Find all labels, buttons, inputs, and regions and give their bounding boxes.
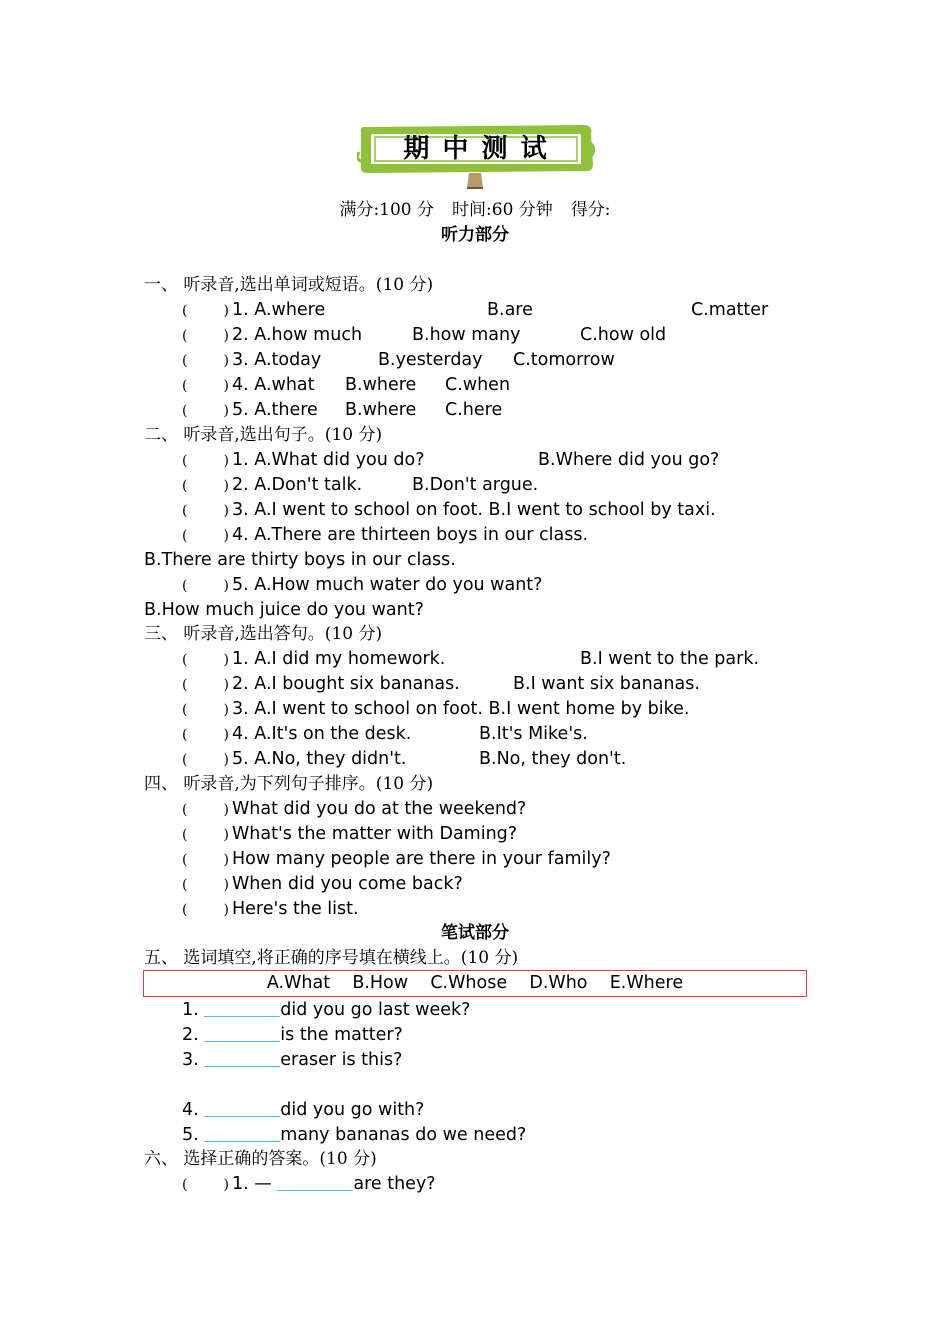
answer-bracket[interactable]: ( ) xyxy=(182,453,229,469)
exam-meta xyxy=(0,198,950,223)
full-score: 满分:100 分 xyxy=(339,200,435,220)
s1-q4: ( ) 4. A.what B.where C.when xyxy=(182,373,882,399)
fill-blank[interactable] xyxy=(204,1123,280,1142)
s5-q1: 1. did you go last week? xyxy=(182,1000,471,1020)
answer-bracket[interactable]: ( ) xyxy=(182,652,229,668)
s4-item: ( ) When did you come back? xyxy=(182,872,463,898)
answer-bracket[interactable]: ( ) xyxy=(182,752,229,768)
s1-q1: ( ) 1. A.where B.are C.matter xyxy=(182,298,882,324)
s2-q3: ( ) 3. A.I went to school on foot. B.I went to school by taxi. xyxy=(182,498,716,524)
s3-q2: ( ) 2. A.I bought six bananas. B.I want six bananas. xyxy=(182,672,882,698)
s4-item: ( ) What did you do at the weekend? xyxy=(182,797,526,823)
answer-bracket[interactable]: ( ) xyxy=(182,578,229,594)
s2-q5-option-b: B.How much juice do you want? xyxy=(144,600,424,620)
section-6-heading: 六、 选择正确的答案。(10 分) xyxy=(144,1149,377,1169)
listening-heading: 听力部分 xyxy=(441,225,509,245)
fill-blank[interactable] xyxy=(204,1023,280,1042)
s2-q1: ( ) 1. A.What did you do? B.Where did you go? xyxy=(182,448,882,474)
answer-bracket[interactable]: ( ) xyxy=(182,702,229,718)
answer-bracket[interactable]: ( ) xyxy=(182,677,229,693)
s3-q4: ( ) 4. A.It's on the desk. B.It's Mike's. xyxy=(182,722,882,748)
answer-bracket[interactable]: ( ) xyxy=(182,727,229,743)
answer-bracket[interactable]: ( ) xyxy=(182,353,229,369)
s2-q4-option-b: B.There are thirty boys in our class. xyxy=(144,550,456,570)
fill-blank[interactable] xyxy=(204,1098,280,1117)
s4-item: ( ) What's the matter with Daming? xyxy=(182,822,517,848)
word-bank: A.What B.How C.Whose D.Who E.Where xyxy=(143,970,807,997)
s1-q2: ( ) 2. A.how much B.how many C.how old xyxy=(182,323,882,349)
s3-q1: ( ) 1. A.I did my homework. B.I went to the park. xyxy=(182,647,882,673)
s5-q4: 4. did you go with? xyxy=(182,1100,425,1120)
s4-item: ( ) Here's the list. xyxy=(182,897,359,923)
title-banner xyxy=(357,122,595,192)
s2-q5: ( ) 5. A.How much water do you want? xyxy=(182,573,542,599)
answer-bracket[interactable]: ( ) xyxy=(182,528,229,544)
section-4-heading: 四、 听录音,为下列句子排序。(10 分) xyxy=(144,774,434,794)
s3-q5: ( ) 5. A.No, they didn't. B.No, they don't. xyxy=(182,747,882,773)
answer-bracket[interactable]: ( ) xyxy=(182,802,229,818)
fill-blank[interactable] xyxy=(204,1048,280,1067)
time-limit: 时间:60 分钟 xyxy=(452,200,553,220)
answer-bracket[interactable]: ( ) xyxy=(182,403,229,419)
fill-blank[interactable] xyxy=(277,1172,353,1191)
answer-bracket[interactable]: ( ) xyxy=(182,378,229,394)
answer-bracket[interactable]: ( ) xyxy=(182,478,229,494)
section-2-heading: 二、 听录音,选出句子。(10 分) xyxy=(144,425,383,445)
section-1-heading: 一、 听录音,选出单词或短语。(10 分) xyxy=(144,275,434,295)
section-5-heading: 五、 选词填空,将正确的序号填在横线上。(10 分) xyxy=(144,948,519,968)
s4-item: ( ) How many people are there in your family? xyxy=(182,847,611,873)
s5-q3: 3. eraser is this? xyxy=(182,1050,403,1070)
answer-bracket[interactable]: ( ) xyxy=(182,877,229,893)
s5-q5: 5. many bananas do we need? xyxy=(182,1125,527,1145)
s5-q2: 2. is the matter? xyxy=(182,1025,403,1045)
s6-q1: ( ) 1. — are they? xyxy=(182,1172,436,1198)
answer-bracket[interactable]: ( ) xyxy=(182,303,229,319)
answer-bracket[interactable]: ( ) xyxy=(182,902,229,918)
answer-bracket[interactable]: ( ) xyxy=(182,1177,229,1193)
s2-q2: ( ) 2. A.Don't talk. B.Don't argue. xyxy=(182,473,882,499)
page-title: 期 中 测 试 xyxy=(403,134,549,164)
s1-q3: ( ) 3. A.today B.yesterday C.tomorrow xyxy=(182,348,882,374)
s3-q3: ( ) 3. A.I went to school on foot. B.I went home by bike. xyxy=(182,697,689,723)
answer-bracket[interactable]: ( ) xyxy=(182,827,229,843)
answer-bracket[interactable]: ( ) xyxy=(182,852,229,868)
fill-blank[interactable] xyxy=(204,998,280,1017)
score-label: 得分: xyxy=(570,200,611,220)
answer-bracket[interactable]: ( ) xyxy=(182,328,229,344)
answer-bracket[interactable]: ( ) xyxy=(182,503,229,519)
writing-heading: 笔试部分 xyxy=(441,923,509,943)
s2-q4: ( ) 4. A.There are thirteen boys in our class. xyxy=(182,523,588,549)
s1-q5: ( ) 5. A.there B.where C.here xyxy=(182,398,882,424)
section-3-heading: 三、 听录音,选出答句。(10 分) xyxy=(144,624,383,644)
